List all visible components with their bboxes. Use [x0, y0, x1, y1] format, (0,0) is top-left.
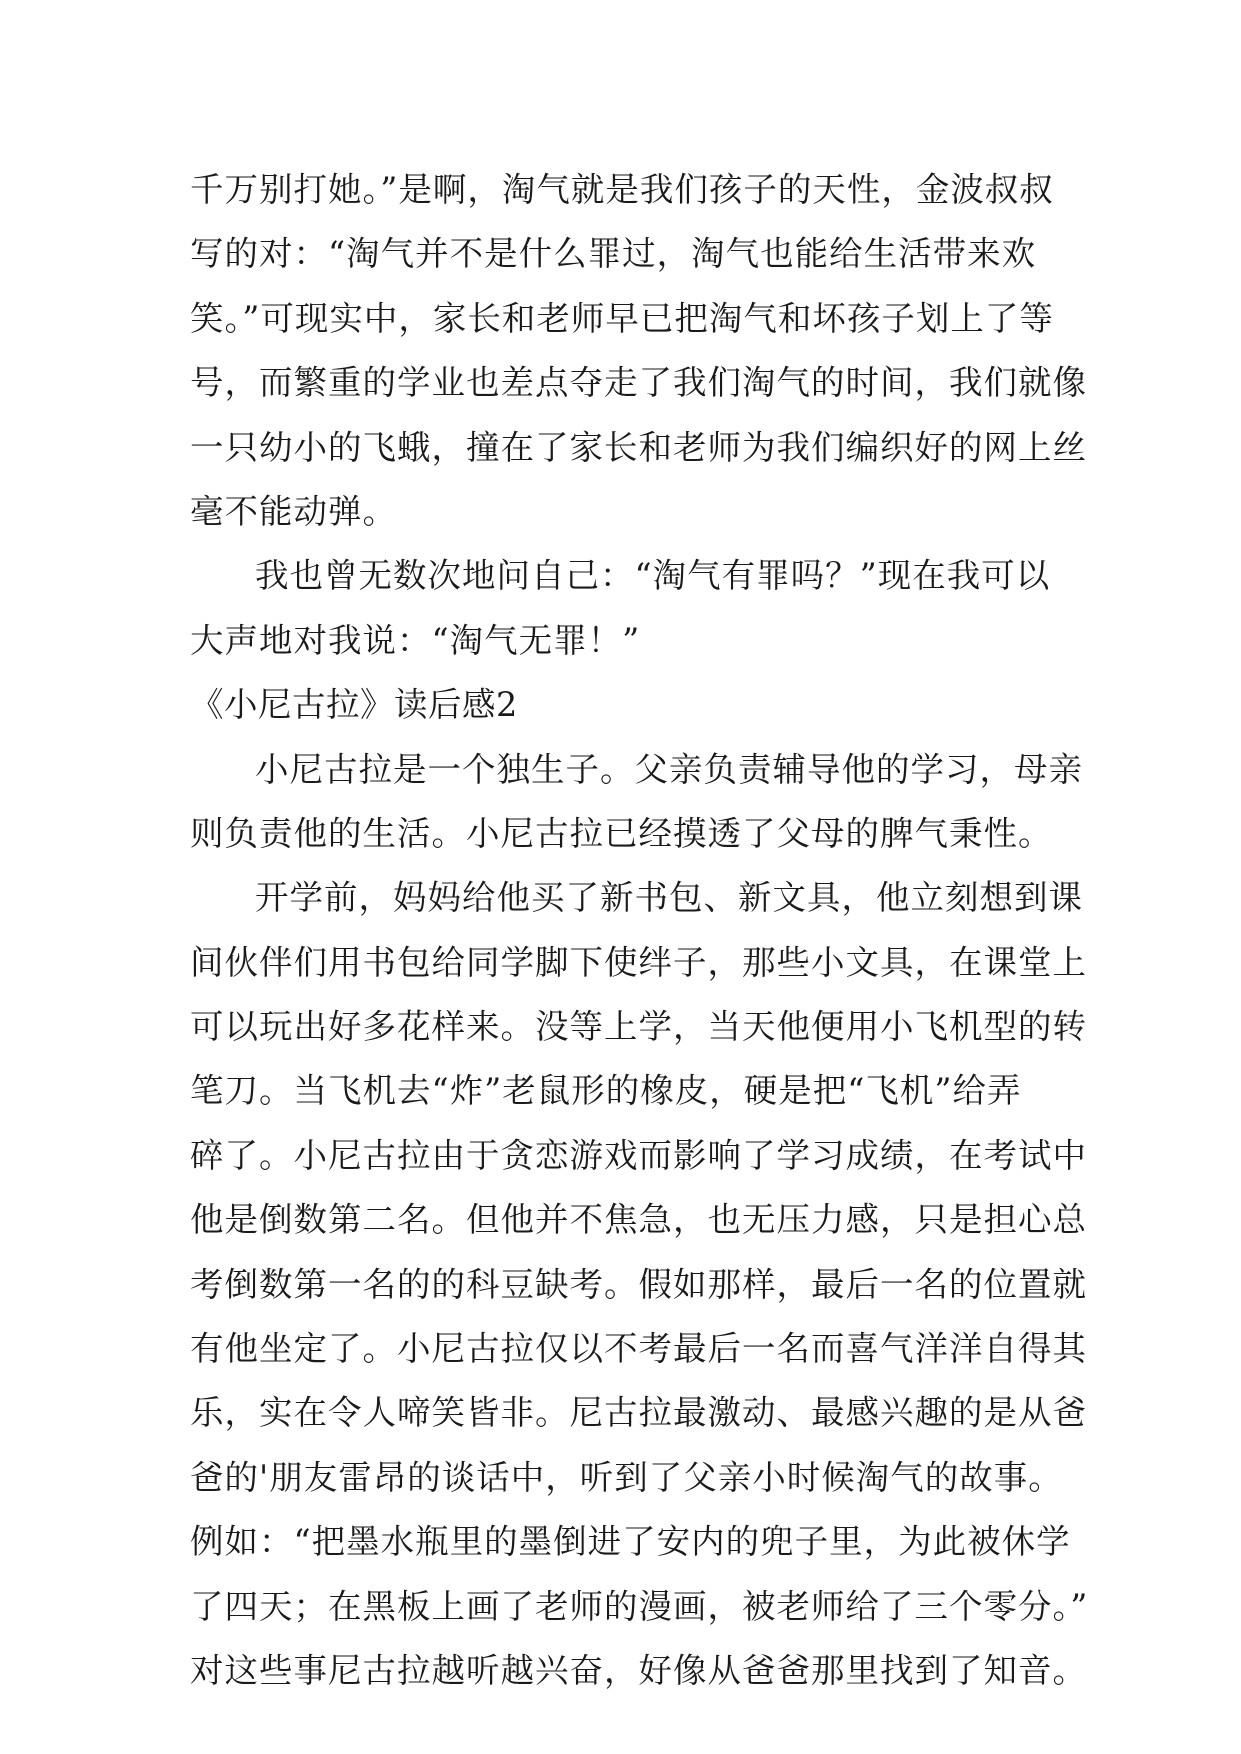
text-line: 爸的'朋友雷昂的谈话中，听到了父亲小时候淘气的故事。: [190, 1457, 1063, 1497]
paragraph-2: [190, 866, 1089, 1703]
text-line: 大声地对我说：“淘气无罪！”: [190, 620, 641, 660]
text-line: 碎了。小尼古拉由于贪恋游戏而影响了学习成绩，在考试中: [190, 1135, 1087, 1175]
text-line: 一只幼小的飞蛾，撞在了家长和老师为我们编织好的网上丝: [190, 427, 1087, 467]
paragraph-final: [190, 544, 1050, 673]
text-line: 例如：“把墨水瓶里的墨倒进了安内的兜子里，为此被休学: [190, 1522, 1071, 1562]
text-line: 有他坐定了。小尼古拉仅以不考最后一名而喜气洋洋自得其: [190, 1329, 1087, 1369]
text-line: 号，而繁重的学业也差点夺走了我们淘气的时间，我们就像: [190, 363, 1087, 403]
text-line: 对这些事尼古拉越听越兴奋，好像从爸爸那里找到了知音。: [190, 1650, 1087, 1690]
paragraph-continuation: [190, 158, 1087, 544]
text-line: 考倒数第一名的的科豆缺考。假如那样，最后一名的位置就: [190, 1264, 1087, 1304]
text-line: 了四天；在黑板上画了老师的漫画，被老师给了三个零分。”: [190, 1586, 1089, 1626]
paragraph-1: [190, 738, 1083, 867]
document-page: [190, 158, 1089, 1703]
text-line: 间伙伴们用书包给同学脚下使绊子，那些小文具，在课堂上: [190, 942, 1087, 982]
text-line: 可以玩出好多花样来。没等上学，当天他便用小飞机型的转: [190, 1007, 1087, 1047]
text-line: 写的对：“淘气并不是什么罪过，淘气也能给生活带来欢: [190, 234, 1037, 274]
text-line: 他是倒数第二名。但他并不焦急，也无压力感，只是担心总: [190, 1200, 1087, 1240]
text-line: 千万别打她。”是啊，淘气就是我们孩子的天性，金波叔叔: [190, 170, 1054, 209]
text-line: 开学前，妈妈给他买了新书包、新文具，他立刻想到课: [255, 878, 1083, 918]
text-line: 毫不能动弹。: [190, 491, 397, 531]
text-line: 笔刀。当飞机去“炸”老鼠形的橡皮，硬是把“飞机”给弄: [190, 1071, 1022, 1111]
text-line: 我也曾无数次地问自己：“淘气有罪吗？”现在我可以: [255, 556, 1051, 596]
section-title: 《小尼古拉》读后感2: [190, 685, 518, 725]
text-line: 笑。”可现实中，家长和老师早已把淘气和坏孩子划上了等: [190, 298, 1054, 338]
text-line: 乐，实在令人啼笑皆非。尼古拉最激动、最感兴趣的是从爸: [190, 1393, 1087, 1433]
text-line: 小尼古拉是一个独生子。父亲负责辅导他的学习，母亲: [255, 749, 1083, 789]
text-line: 则负责他的生活。小尼古拉已经摸透了父母的脾气秉性。: [190, 813, 1053, 853]
